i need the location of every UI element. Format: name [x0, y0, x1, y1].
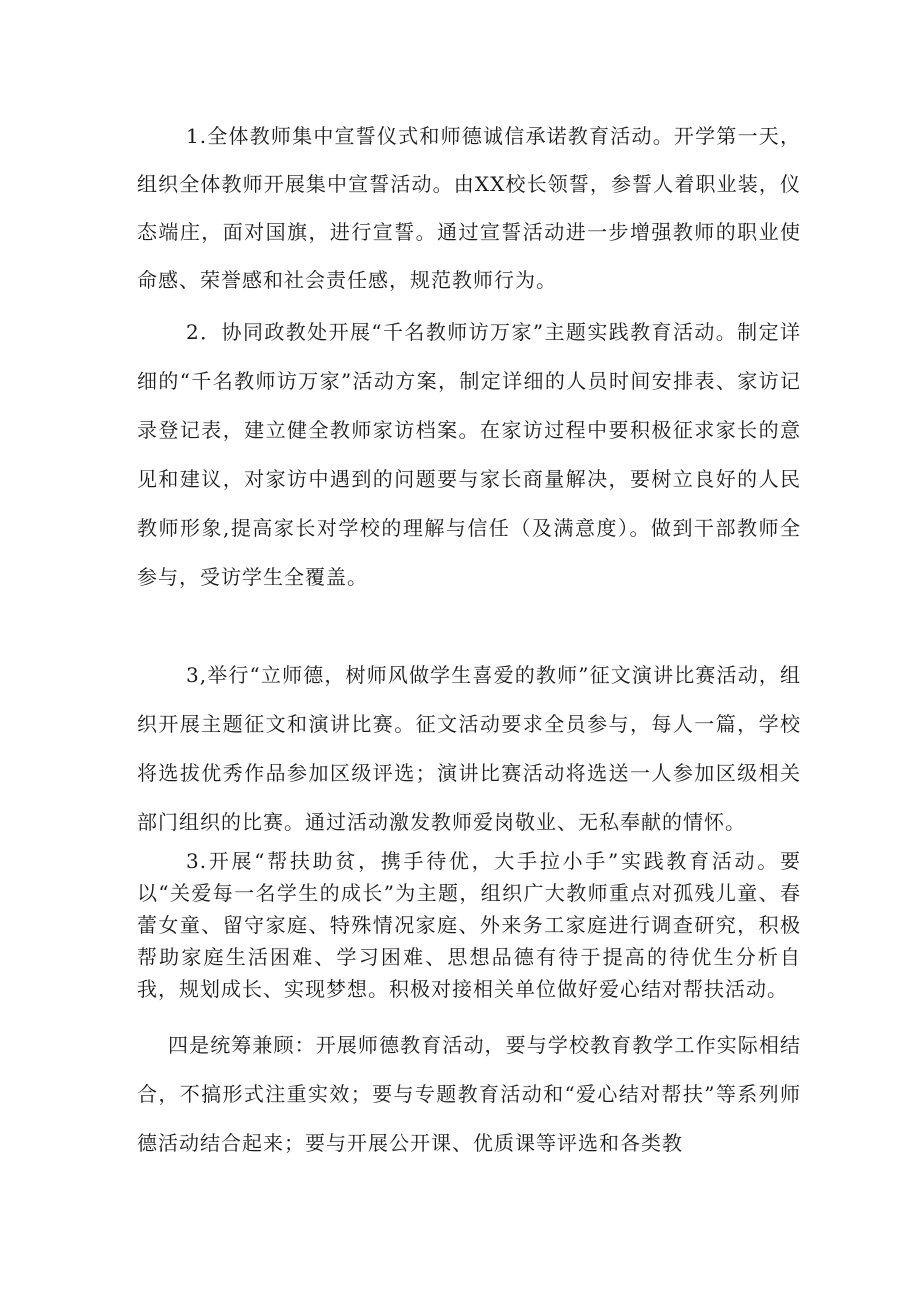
paragraph-essay-speech-contest: 3,举行“立师德，树师风做学生喜爱的教师”征文演讲比赛活动，组织开展主题征文和演讲比赛。征文活动要求全员参与，每人一篇，学校将选拔优秀作品参加区级评选；演讲比赛活动将选送一人参加区级相关部门组织的比赛。通过活动激发教师爱岗敬业、无私奉献的情怀。 — [137, 663, 801, 834]
paragraph-teacher-oath: 1.全体教师集中宣誓仪式和师德诚信承诺教育活动。开学第一天，组织全体教师开展集中宣誓活动。由XX校长领誓，参誓人着职业装，仪态端庄，面对国旗，进行宣誓。通过宣誓活动进一步增强教师的职业使命感、荣誉感和社会责任感，规范教师行为。 — [137, 124, 801, 292]
paragraph-home-visits: 2．协同政教处开展“千名教师访万家”主题实践教育活动。制定详细的“千名教师访万家”活动方案，制定详细的人员时间安排表、家访记录登记表，建立健全教师家访档案。在家访过程中要积极征求家长的意见和建议，对家访中遇到的问题要与家长商量解决，要树立良好的人民教师形象,提高家长对学校的理解与信任（及满意度）。做到干部教师全参与，受访学生全覆盖。 — [137, 320, 801, 589]
paragraph-overall-coordination: 四是统筹兼顾：开展师德教育活动，要与学校教育教学工作实际相结合，不搞形式注重实效；要与专题教育活动和“爱心结对帮扶”等系列师德活动结合起来；要与开展公开课、优质课等评选和各类教 — [137, 1033, 801, 1155]
paragraph-assistance-activity: 3.开展“帮扶助贫，携手待优，大手拉小手”实践教育活动。要以“关爱每一名学生的成长”为主题，组织广大教师重点对孤残儿童、春蕾女童、留守家庭、特殊情况家庭、外来务工家庭进行调查研究，积极帮助家庭生活困难、学习困难、思想品德有待于提高的待优生分析自我，规划成长、实现梦想。积极对接相关单位做好爱心结对帮扶活动。 — [137, 849, 801, 1001]
